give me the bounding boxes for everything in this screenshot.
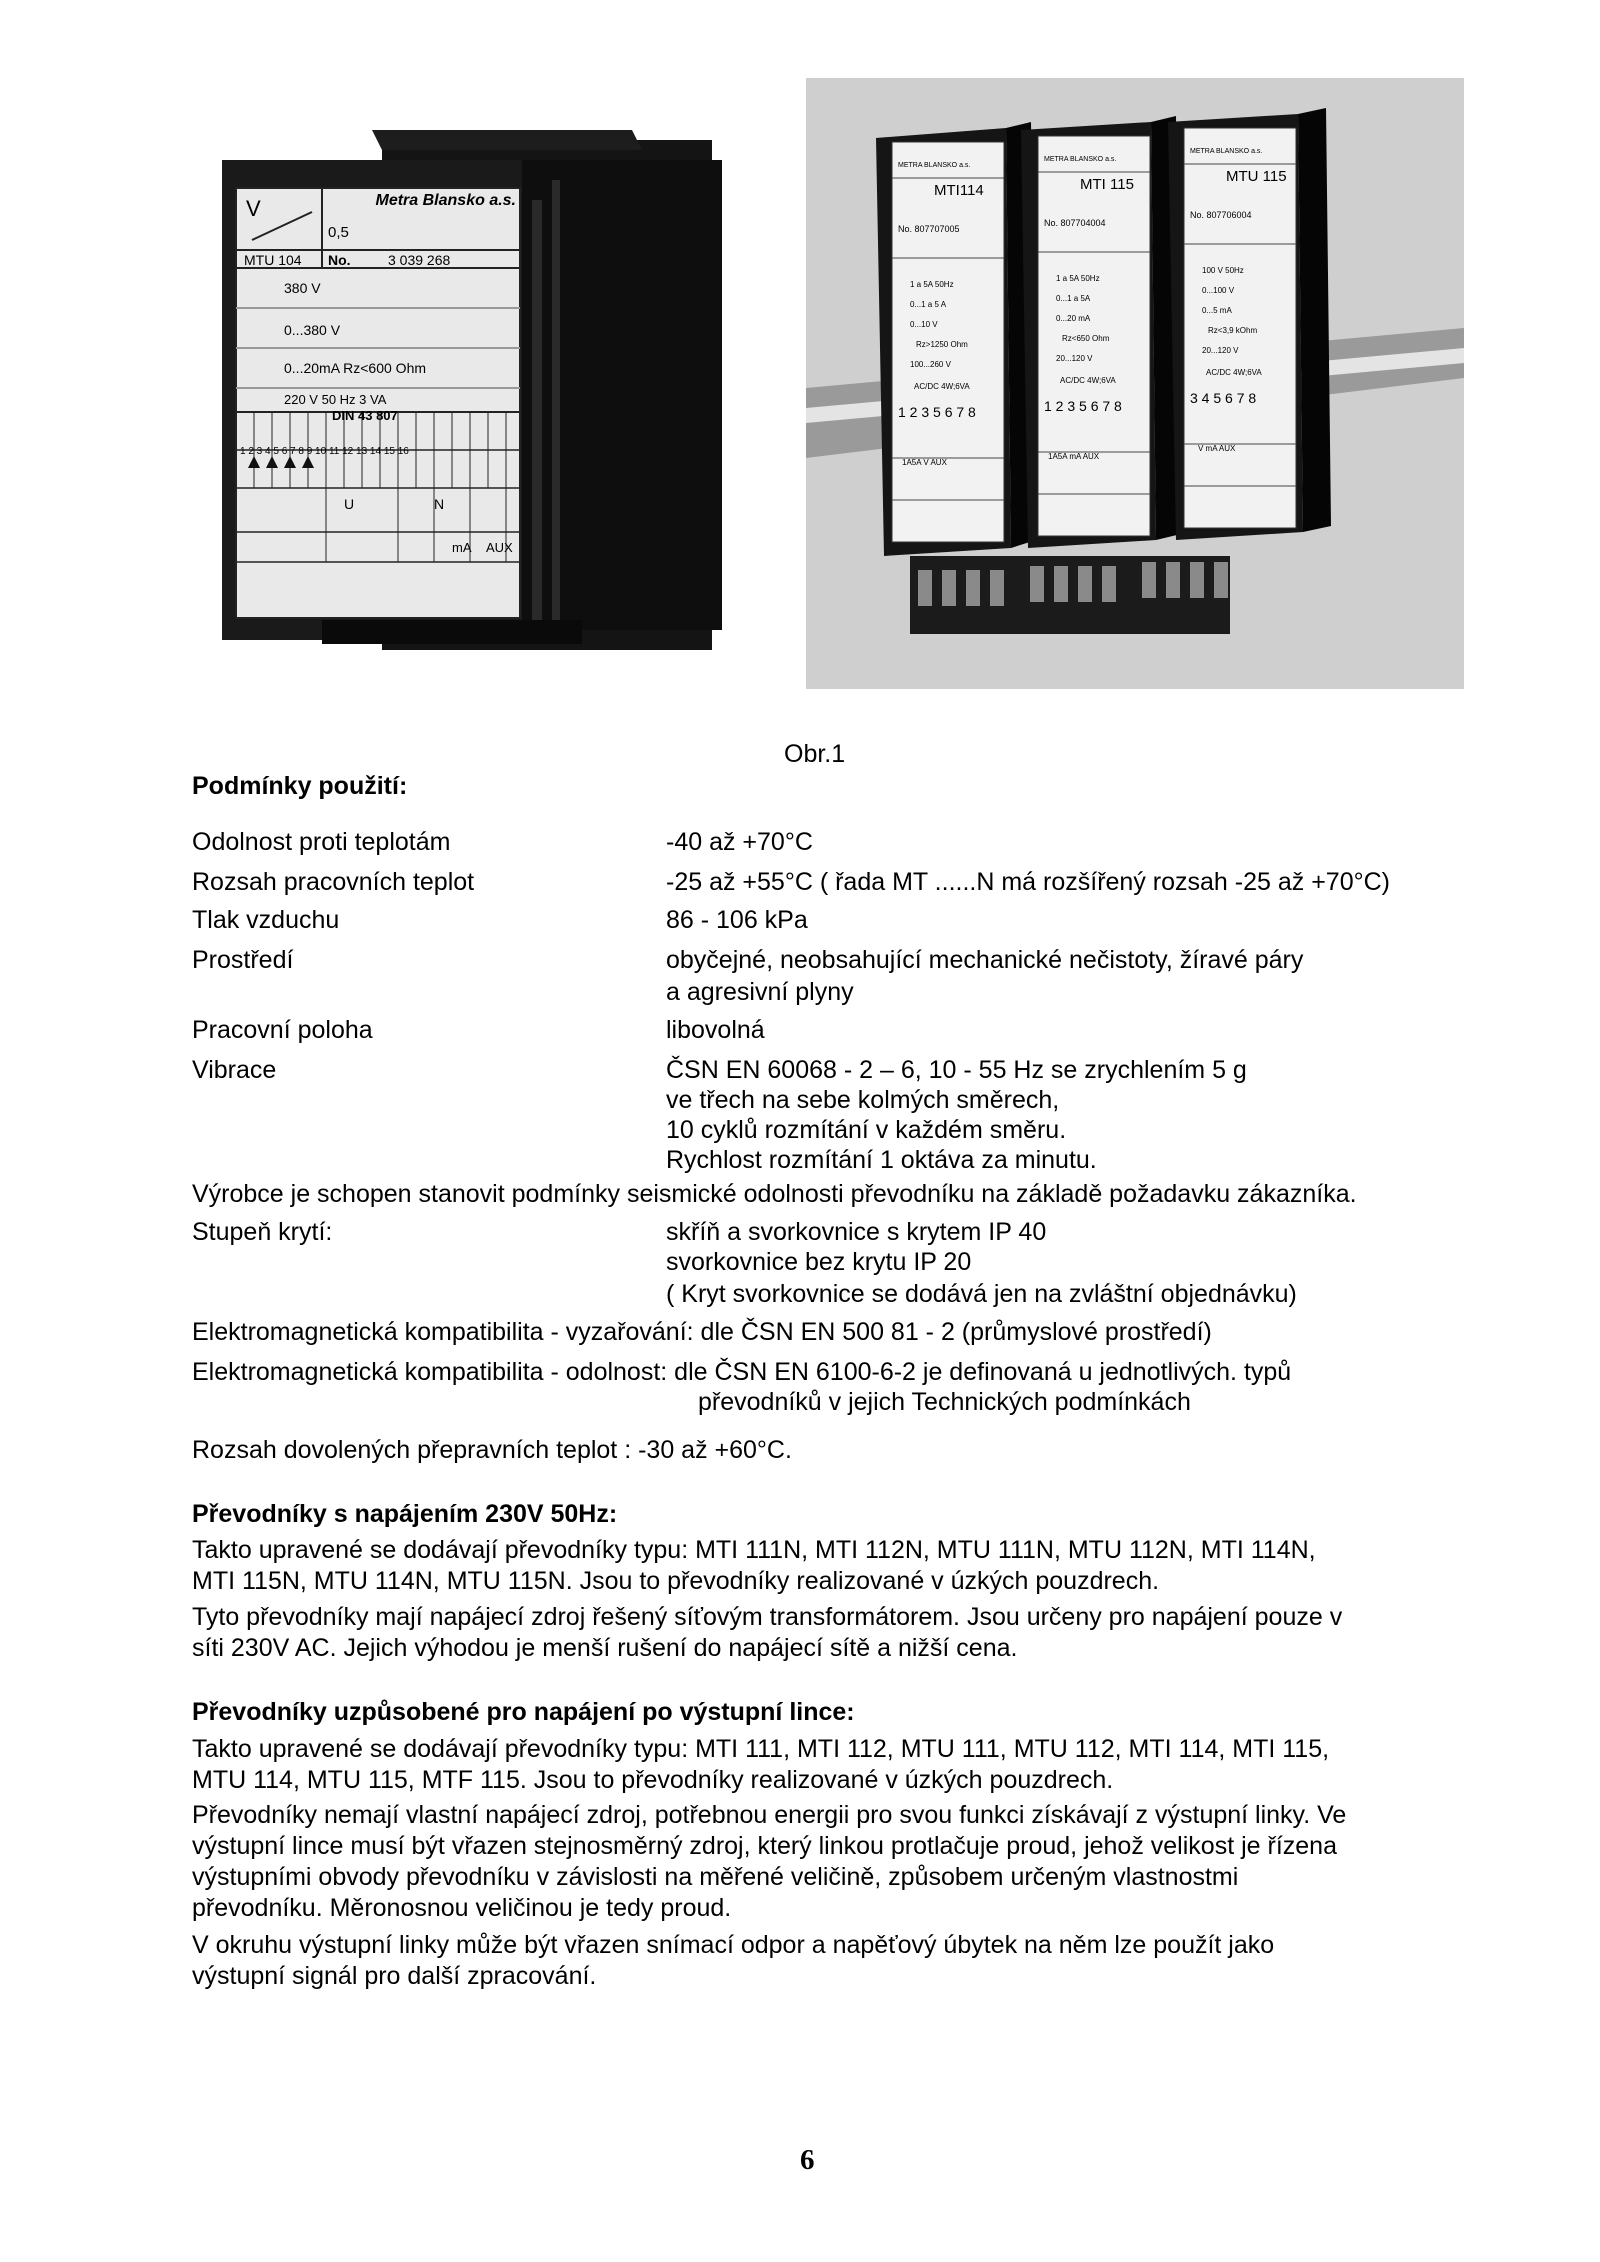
condition-value: -40 až +70°C — [666, 828, 813, 856]
paragraph-line: výstupní signál pro další zpracování. — [192, 1962, 597, 1990]
small-device-row: 0...10 V — [910, 320, 938, 329]
small-device-row: Rz>1250 Ohm — [916, 340, 968, 349]
section-230-heading: Převodníky s napájením 230V 50Hz: — [192, 1500, 618, 1528]
condition-value: 86 - 106 kPa — [666, 906, 808, 934]
condition-value: Rychlost rozmítání 1 oktáva za minutu. — [666, 1146, 1097, 1174]
condition-label: Tlak vzduchu — [192, 906, 340, 934]
section-230-paragraph-2 — [192, 1602, 1452, 1664]
small-device-row: 20...120 V — [1202, 346, 1239, 355]
small-device-serial: No. 807704004 — [1044, 218, 1106, 228]
condition-label: Vibrace — [192, 1056, 277, 1084]
figure-caption: Obr.1 — [784, 740, 846, 768]
device-din: DIN 43 807 — [332, 408, 398, 423]
small-device-model: MTU 115 — [1226, 168, 1287, 185]
device-row: 0...380 V — [284, 322, 341, 338]
small-device-row: AC/DC 4W;6VA — [1206, 368, 1262, 377]
small-device-bottom: V mA AUX — [1198, 444, 1236, 453]
condition-value: libovolná — [666, 1016, 765, 1044]
protection-value: ( Kryt svorkovnice se dodává jen na zvláštní objednávku) — [666, 1280, 1297, 1308]
device-symbol-v: V — [246, 196, 261, 221]
paragraph-line: výstupní lince musí být vřazen stejnosměrný zdroj, který linkou protlačuje proud, jehož velikost je řízena — [192, 1832, 1337, 1860]
condition-label: Pracovní poloha — [192, 1016, 373, 1044]
device-photo-mtu104 — [222, 120, 722, 660]
paragraph-line: MTI 115N, MTU 114N, MTU 115N. Jsou to převodníky realizované v úzkých pouzdrech. — [192, 1567, 1160, 1595]
small-device-serial: No. 807707005 — [898, 224, 960, 234]
transport-temperature: Rozsah dovolených přepravních teplot : -30 až +60°C. — [192, 1436, 792, 1464]
protection-value: svorkovnice bez krytu IP 20 — [666, 1248, 972, 1276]
small-device-terminals: 1 2 3 5 6 7 8 — [1044, 398, 1122, 414]
protection-value: skříň a svorkovnice s krytem IP 40 — [666, 1218, 1047, 1246]
device-row: 380 V — [284, 280, 321, 296]
device-bottom-label: U — [344, 496, 355, 512]
small-device-row: Rz<650 Ohm — [1062, 334, 1110, 343]
device-brand: Metra Blansko a.s. — [375, 192, 516, 209]
paragraph-line: Takto upravené se dodávají převodníky typu: MTI 111N, MTI 112N, MTU 111N, MTU 112N, MTI 114N, — [192, 1536, 1316, 1564]
small-device-row: AC/DC 4W;6VA — [914, 382, 970, 391]
device-terminals: 1 2 3 4 5 6 7 8 9 10 11 12 13 14 15 16 — [240, 446, 409, 457]
paragraph-line: MTU 114, MTU 115, MTF 115. Jsou to převodníky realizované v úzkých pouzdrech. — [192, 1766, 1114, 1794]
paragraph-line: síti 230V AC. Jejich výhodou je menší rušení do napájecí sítě a nižší cena. — [192, 1634, 1018, 1662]
device-row: 0...20mA Rz<600 Ohm — [284, 360, 427, 376]
paragraph-line: Převodníky nemají vlastní napájecí zdroj, potřebnou energii pro svou funkci získávají z výstupní linky. Ve — [192, 1801, 1347, 1829]
condition-value: 10 cyklů rozmítání v každém směru. — [666, 1116, 1067, 1144]
small-device-terminals: 1 2 3 5 6 7 8 — [898, 404, 976, 420]
device-row: 220 V 50 Hz 3 VA — [284, 392, 387, 407]
conditions-heading: Podmínky použití: — [192, 772, 408, 800]
paragraph-line: V okruhu výstupní linky může být vřazen snímací odpor a napěťový úbytek na něm lze použít jako — [192, 1931, 1275, 1959]
emc-emission: Elektromagnetická kompatibilita - vyzařování: dle ČSN EN 500 81 - 2 (průmyslové prostředí) — [192, 1318, 1212, 1346]
condition-value: -25 až +55°C ( řada MT ......N má rozšířený rozsah -25 až +70°C) — [666, 868, 1390, 896]
device-bottom-label: mA — [452, 540, 472, 555]
small-device-model: MTI 115 — [1080, 176, 1134, 193]
paragraph-line: převodníku. Měronosnou veličinou je tedy proud. — [192, 1894, 732, 1922]
device-serial: 3 039 268 — [388, 252, 451, 268]
device-serial-label: No. — [328, 252, 351, 268]
condition-value: ve třech na sebe kolmých směrech, — [666, 1086, 1060, 1114]
condition-label: Rozsah pracovních teplot — [192, 868, 475, 896]
small-device-brand: METRA BLANSKO a.s. — [1190, 148, 1263, 155]
device-class: 0,5 — [328, 224, 349, 241]
small-device-row: Rz<3,9 kOhm — [1208, 326, 1258, 335]
small-device-row: 20...120 V — [1056, 354, 1093, 363]
page-number: 6 — [800, 2144, 815, 2176]
small-device-row: 100 V 50Hz — [1202, 266, 1244, 275]
small-device-row: 1 a 5A 50Hz — [1056, 274, 1100, 283]
small-device-row: 0...5 mA — [1202, 306, 1232, 315]
seismic-note: Výrobce je schopen stanovit podmínky seismické odolnosti převodníku na základě požadavku zákazníka. — [192, 1180, 1357, 1208]
small-device-terminals: 3 4 5 6 7 8 — [1190, 390, 1257, 406]
small-device-bottom: 1A5A V AUX — [902, 458, 947, 467]
paragraph-line: Takto upravené se dodávají převodníky typu: MTI 111, MTI 112, MTU 111, MTU 112, MTI 114, MTI 115, — [192, 1735, 1330, 1763]
condition-label: Prostředí — [192, 946, 294, 974]
section-line-paragraph-3 — [192, 1930, 1452, 1992]
paragraph-line: Tyto převodníky mají napájecí zdroj řešený síťovým transformátorem. Jsou určeny pro napájení pouze v — [192, 1603, 1343, 1631]
section-line-heading: Převodníky uzpůsobené pro napájení po výstupní lince: — [192, 1698, 855, 1726]
small-device-row: 100...260 V — [910, 360, 951, 369]
section-230-paragraph-1 — [192, 1535, 1452, 1597]
section-line-paragraph-2 — [192, 1800, 1452, 1924]
small-device-row: 0...1 a 5A — [1056, 294, 1091, 303]
small-device-row: 0...100 V — [1202, 286, 1235, 295]
protection-label: Stupeň krytí: — [192, 1218, 333, 1246]
small-device-row: 0...1 a 5 A — [910, 300, 947, 309]
section-line-paragraph-1 — [192, 1734, 1452, 1796]
small-device-row: 0...20 mA — [1056, 314, 1091, 323]
condition-value: ČSN EN 60068 - 2 – 6, 10 - 55 Hz se zrychlením 5 g — [666, 1056, 1247, 1084]
small-device-brand: METRA BLANSKO a.s. — [898, 162, 971, 169]
device-bottom-label: N — [434, 496, 445, 512]
small-device-brand: METRA BLANSKO a.s. — [1044, 156, 1117, 163]
condition-value: a agresivní plyny — [666, 978, 854, 1006]
emc-immunity: Elektromagnetická kompatibilita - odolnost: dle ČSN EN 6100-6-2 je definovaná u jednotlivých. typů — [192, 1358, 1292, 1386]
device-model: MTU 104 — [244, 252, 302, 268]
device-photo-mti-series — [806, 78, 1464, 689]
condition-label: Odolnost proti teplotám — [192, 828, 451, 856]
condition-value: obyčejné, neobsahující mechanické nečistoty, žíravé páry — [666, 946, 1304, 974]
emc-immunity-cont: převodníků v jejich Technických podmínkách — [698, 1388, 1191, 1416]
small-device-model: MTI114 — [934, 182, 984, 199]
small-device-row: 1 a 5A 50Hz — [910, 280, 954, 289]
small-device-serial: No. 807706004 — [1190, 210, 1252, 220]
paragraph-line: výstupními obvody převodníku v závislosti na měřené veličině, způsobem určeným vlastnostmi — [192, 1863, 1239, 1891]
small-device-bottom: 1A5A mA AUX — [1048, 452, 1100, 461]
device-bottom-label: AUX — [486, 540, 513, 555]
small-device-row: AC/DC 4W;6VA — [1060, 376, 1116, 385]
